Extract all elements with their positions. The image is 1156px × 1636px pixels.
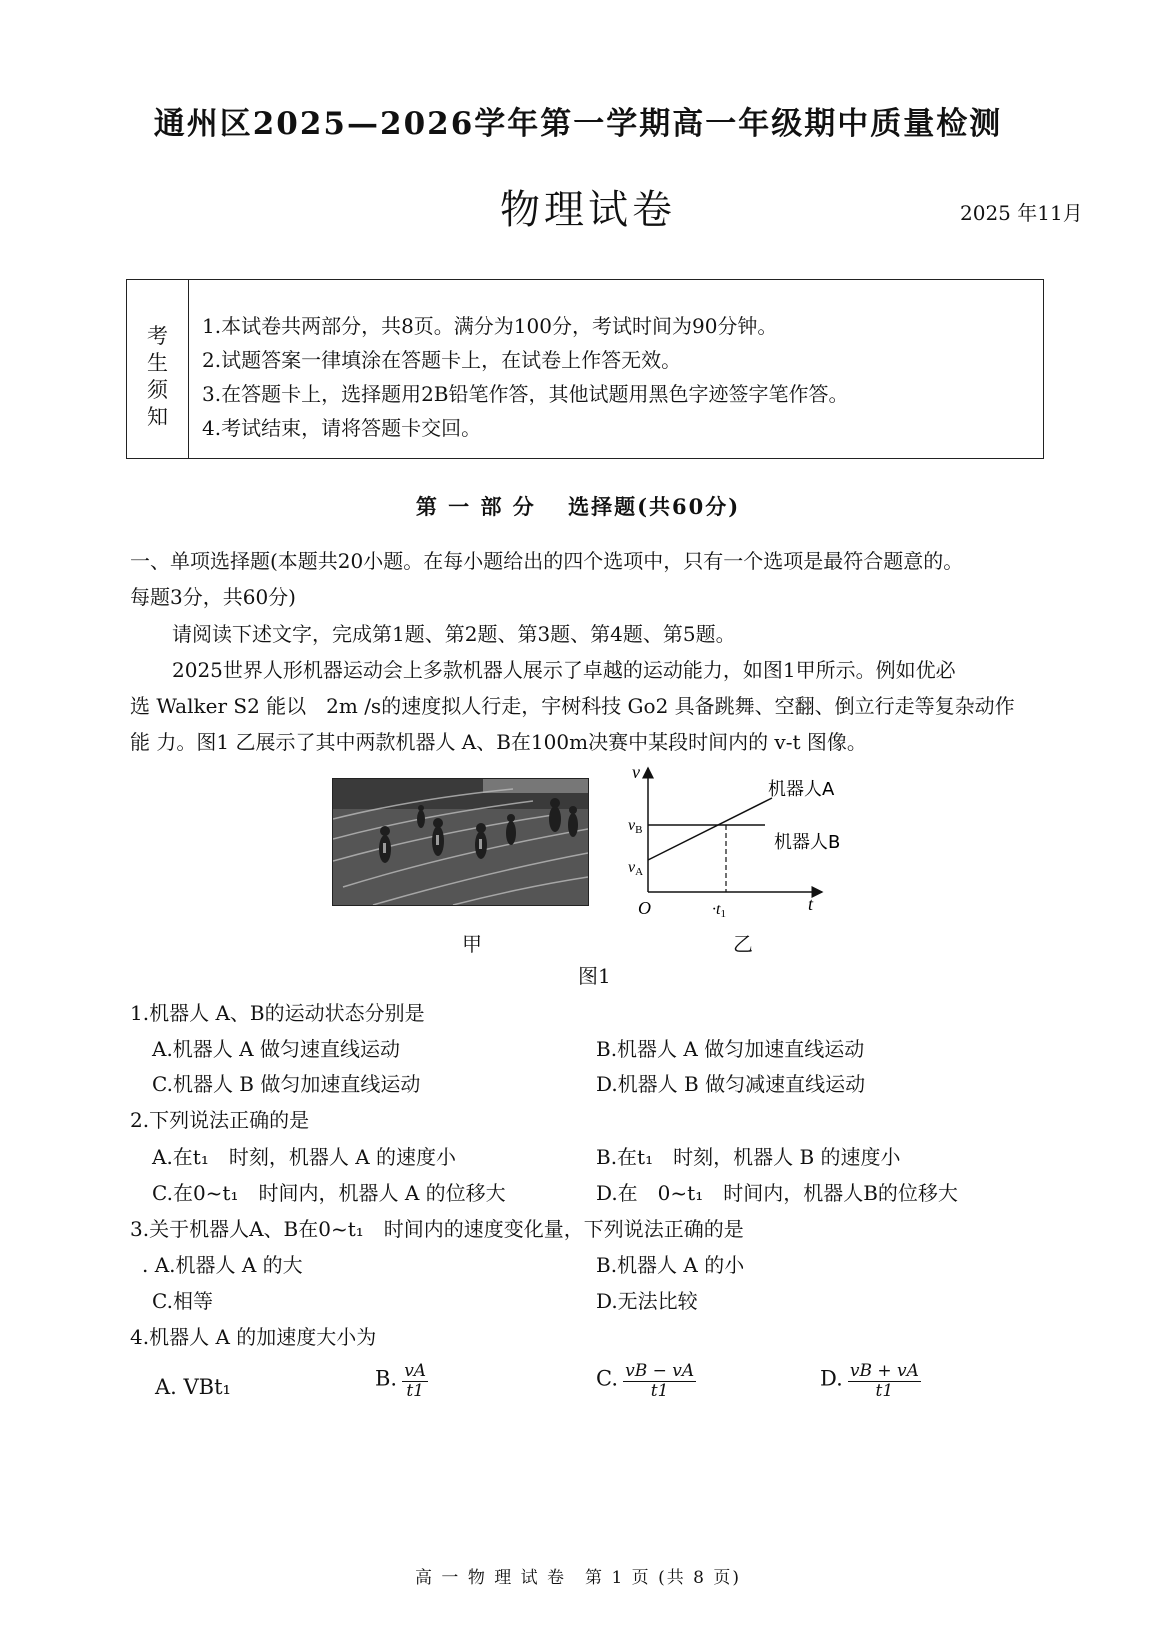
robot-race-photo-drawing [333,779,588,905]
instructions-line: 一、单项选择题(本题共20小题。在每小题给出的四个选项中，只有一个选项是最符合题意的。 [130,549,964,573]
page-footer: 高 一 物 理 试 卷 第 1 页 (共 8 页) [415,1568,741,1588]
fraction-denominator: t1 [875,1380,894,1401]
fraction-denominator: t1 [650,1380,669,1401]
question-3-option-c: C.相等 [152,1289,213,1313]
figure-label-yi: 乙 [733,932,753,956]
question-4-option-b-fraction [402,1362,428,1400]
question-4-option-d [820,1362,921,1400]
vt-line-robot-a [648,798,772,860]
passage-line: 选 Walker S2 能以 2m /s的速度拟人行走，宇树科技 Go2 具备跳舞、空翻、倒立行走等复杂动作 [130,694,1015,718]
figure-caption: 图1 [578,964,611,988]
question-1-stem: 1.机器人 A、B的运动状态分别是 [130,1001,425,1025]
question-4-option-c-letter: C. [596,1366,618,1391]
question-3-stem: 3.关于机器人A、B在0~t₁ 时间内的速度变化量，下列说法正确的是 [130,1217,744,1241]
vt-robot-b-label: 机器人B [774,832,841,853]
figure-label-jia: 甲 [462,932,482,956]
question-3-option-d: D.无法比较 [596,1289,698,1313]
question-2-option-c: C.在0~t₁ 时间内，机器人 A 的位移大 [152,1181,506,1205]
question-4-option-d-letter: D. [820,1366,843,1391]
section-heading: 第 一 部 分 选择题(共60分) [415,494,741,519]
vt-va-label: vA [628,859,644,878]
reading-prompt: 请阅读下述文字，完成第1题、第2题、第3题、第4题、第5题。 [172,622,736,646]
question-1-option-d: D.机器人 B 做匀减速直线运动 [596,1072,866,1096]
question-2-option-d: D.在 0~t₁ 时间内，机器人B的位移大 [596,1181,958,1205]
notice-heading-char: 生 [147,351,168,375]
passage-line: 2025世界人形机器运动会上多款机器人展示了卓越的运动能力，如图1甲所示。例如优必 [172,658,956,682]
vt-origin-label: O [638,898,651,918]
question-1-option-c: C.机器人 B 做匀加速直线运动 [152,1072,421,1096]
question-2-option-b: B.在t₁ 时刻，机器人 B 的速度小 [596,1145,901,1169]
question-2-stem: 2.下列说法正确的是 [130,1108,310,1132]
notice-line: 1.本试卷共两部分，共8页。满分为100分，考试时间为90分钟。 [202,314,778,338]
instructions-line: 每题3分，共60分) [130,585,296,609]
robot-race-photo [332,778,589,906]
question-4-option-b-letter: B. [375,1366,398,1391]
question-4-stem: 4.机器人 A 的加速度大小为 [130,1325,377,1349]
vt-vb-label: vB [628,817,643,836]
notice-heading [127,280,189,458]
vt-robot-a-label: 机器人A [768,779,835,800]
question-2-option-a: A.在t₁ 时刻，机器人 A 的速度小 [152,1145,457,1169]
question-3-option-b: B.机器人 A 的小 [596,1253,745,1277]
exam-title: 通州区2025—2026学年第一学期高一年级期中质量检测 [153,106,1003,142]
passage-line: 能 力。图1 乙展示了其中两款机器人 A、B在100m决赛中某段时间内的 v-t 图像。 [130,730,867,754]
notice-box [126,279,1044,459]
question-1-option-a: A.机器人 A 做匀速直线运动 [152,1037,400,1061]
fraction-denominator: t1 [406,1380,424,1401]
fraction-numerator: vB − vA [625,1361,695,1381]
question-4-option-b [375,1362,428,1400]
exam-subtitle: 物理试卷 [500,187,676,233]
notice-heading-char: 须 [147,378,168,402]
notice-line: 4.考试结束，请将答题卡交回。 [202,416,482,440]
question-3-option-a: . A.机器人 A 的大 [142,1253,303,1277]
vt-x-axis-label: t [808,894,814,914]
notice-line: 2.试题答案一律填涂在答题卡上，在试卷上作答无效。 [202,348,682,372]
vt-y-axis-label: v [632,762,640,782]
notice-line: 3.在答题卡上，选择题用2B铅笔作答，其他试题用黑色字迹签字笔作答。 [202,382,849,406]
question-1-option-b: B.机器人 A 做匀加速直线运动 [596,1037,865,1061]
notice-heading-char: 知 [147,405,168,429]
fraction-numerator: vB + vA [849,1361,919,1381]
notice-heading-char: 考 [147,324,168,348]
question-4-option-c [596,1362,696,1400]
question-4-option-c-fraction [623,1362,696,1400]
vt-graph [610,760,850,925]
question-4-option-a: A. VBt₁ [155,1375,231,1399]
exam-date: 2025 年11月 [960,201,1083,225]
vt-t1-label: ·t1 [712,901,726,920]
fraction-numerator: vA [404,1361,427,1381]
question-4-option-d-fraction [848,1362,921,1400]
